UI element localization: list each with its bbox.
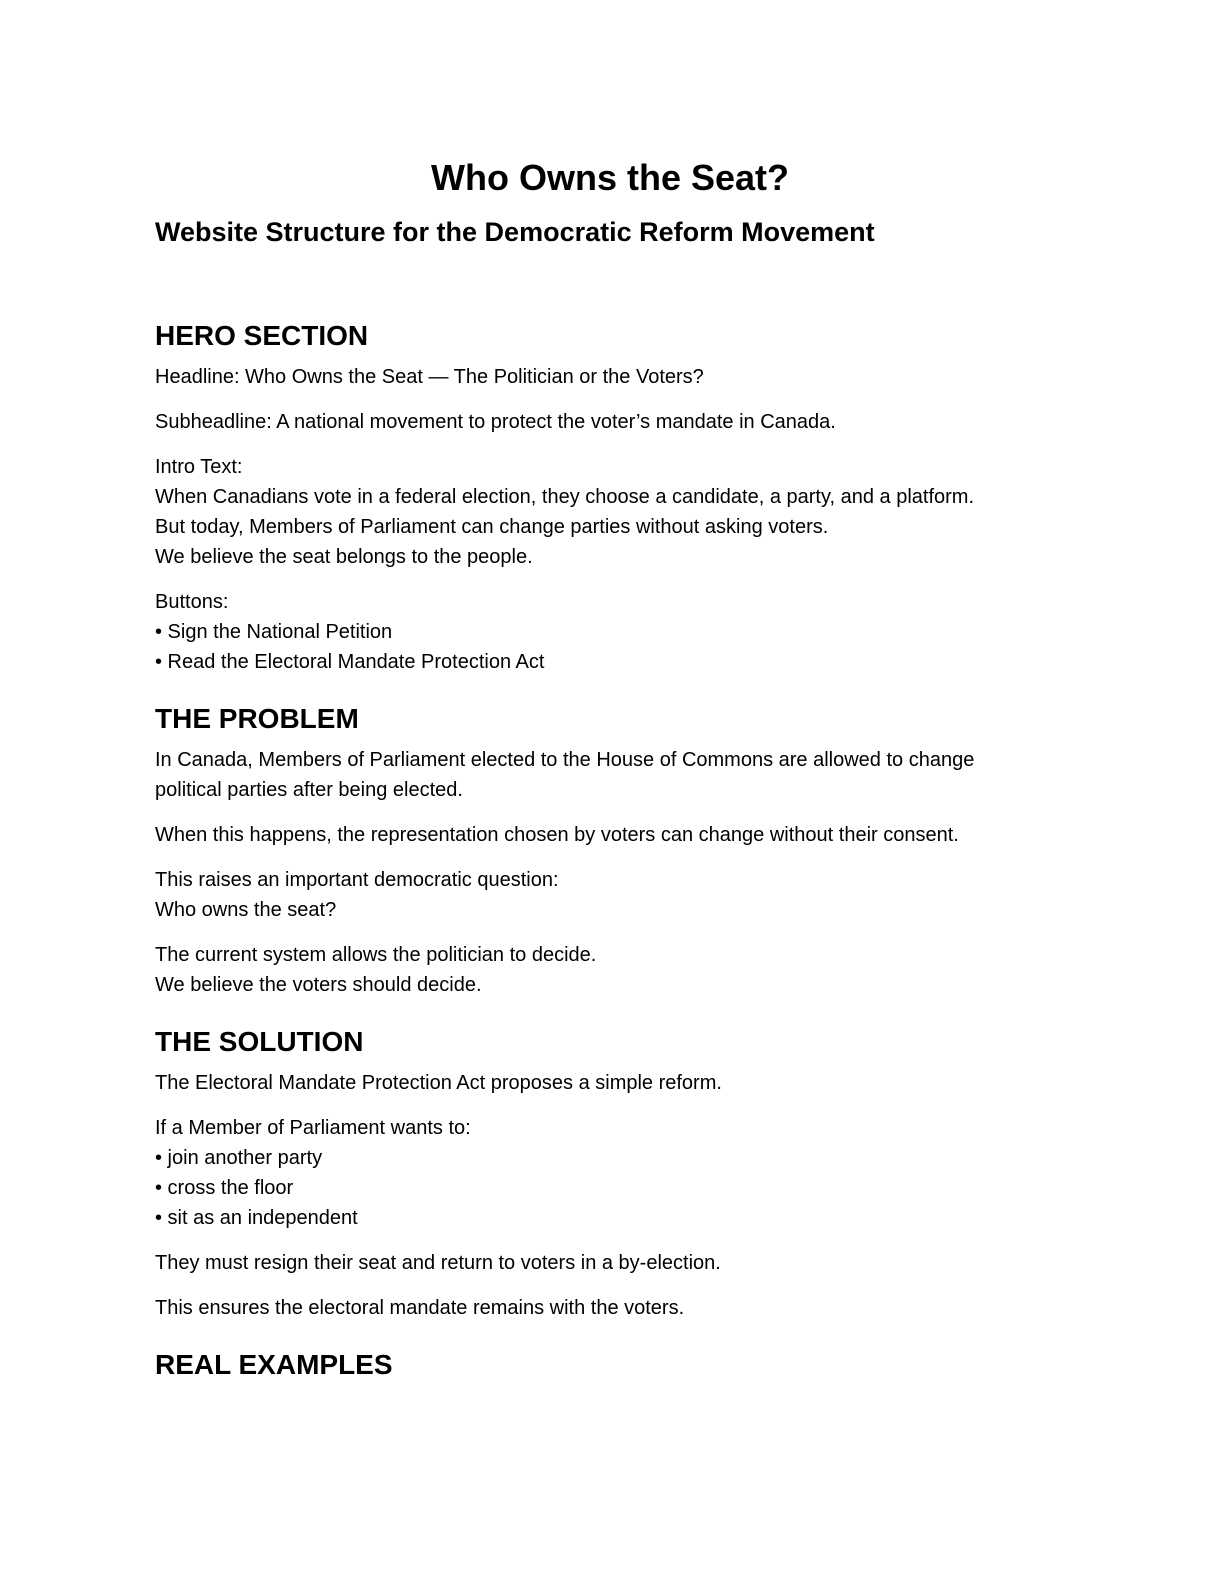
solution-list-item: • sit as an independent (155, 1207, 358, 1229)
solution-list-item: • cross the floor (155, 1177, 294, 1199)
problem-line: political parties after being elected. (155, 779, 463, 801)
document-body (155, 150, 1055, 1385)
problem-paragraph (155, 940, 1055, 1000)
hero-headline-text: Headline: Who Owns the Seat — The Politician or the Voters? (155, 366, 704, 388)
hero-section-heading: HERO SECTION (155, 320, 369, 351)
hero-intro-paragraph (155, 452, 1055, 572)
problem-section-heading: THE PROBLEM (155, 703, 359, 734)
solution-paragraph: The Electoral Mandate Protection Act proposes a simple reform. (155, 1072, 722, 1094)
hero-buttons-label: Buttons: (155, 591, 229, 613)
hero-intro-line: When Canadians vote in a federal election, they choose a candidate, a party, and a platform. (155, 486, 975, 508)
solution-paragraph: This ensures the electoral mandate remains with the voters. (155, 1297, 685, 1319)
problem-section (155, 699, 1055, 1000)
problem-paragraph (155, 745, 1055, 805)
problem-paragraph: When this happens, the representation chosen by voters can change without their consent. (155, 824, 959, 846)
problem-line: The current system allows the politician to decide. (155, 944, 597, 966)
solution-list-intro: If a Member of Parliament wants to: (155, 1117, 471, 1139)
hero-section (155, 316, 1055, 677)
problem-line: In Canada, Members of Parliament elected to the House of Commons are allowed to change (155, 749, 975, 771)
solution-paragraph: They must resign their seat and return to voters in a by-election. (155, 1252, 721, 1274)
solution-section-heading: THE SOLUTION (155, 1026, 364, 1057)
hero-subheadline-text: Subheadline: A national movement to protect the voter’s mandate in Canada. (155, 411, 836, 433)
problem-line: We believe the voters should decide. (155, 974, 482, 996)
hero-button-item: • Read the Electoral Mandate Protection Act (155, 651, 545, 673)
examples-section (155, 1345, 1055, 1385)
hero-intro-line: But today, Members of Parliament can change parties without asking voters. (155, 516, 829, 538)
document-subtitle: Website Structure for the Democratic Reform Movement (155, 217, 875, 247)
solution-section (155, 1022, 1055, 1323)
document-title: Who Owns the Seat? (430, 157, 789, 198)
problem-line: Who owns the seat? (155, 899, 337, 921)
hero-intro-label: Intro Text: (155, 456, 243, 478)
hero-button-item: • Sign the National Petition (155, 621, 393, 643)
problem-line: This raises an important democratic question: (155, 869, 559, 891)
hero-buttons-list (155, 587, 1055, 677)
solution-list (155, 1113, 1055, 1233)
hero-intro-line: We believe the seat belongs to the people. (155, 546, 533, 568)
problem-paragraph (155, 865, 1055, 925)
solution-list-item: • join another party (155, 1147, 323, 1169)
examples-section-heading: REAL EXAMPLES (155, 1349, 393, 1380)
